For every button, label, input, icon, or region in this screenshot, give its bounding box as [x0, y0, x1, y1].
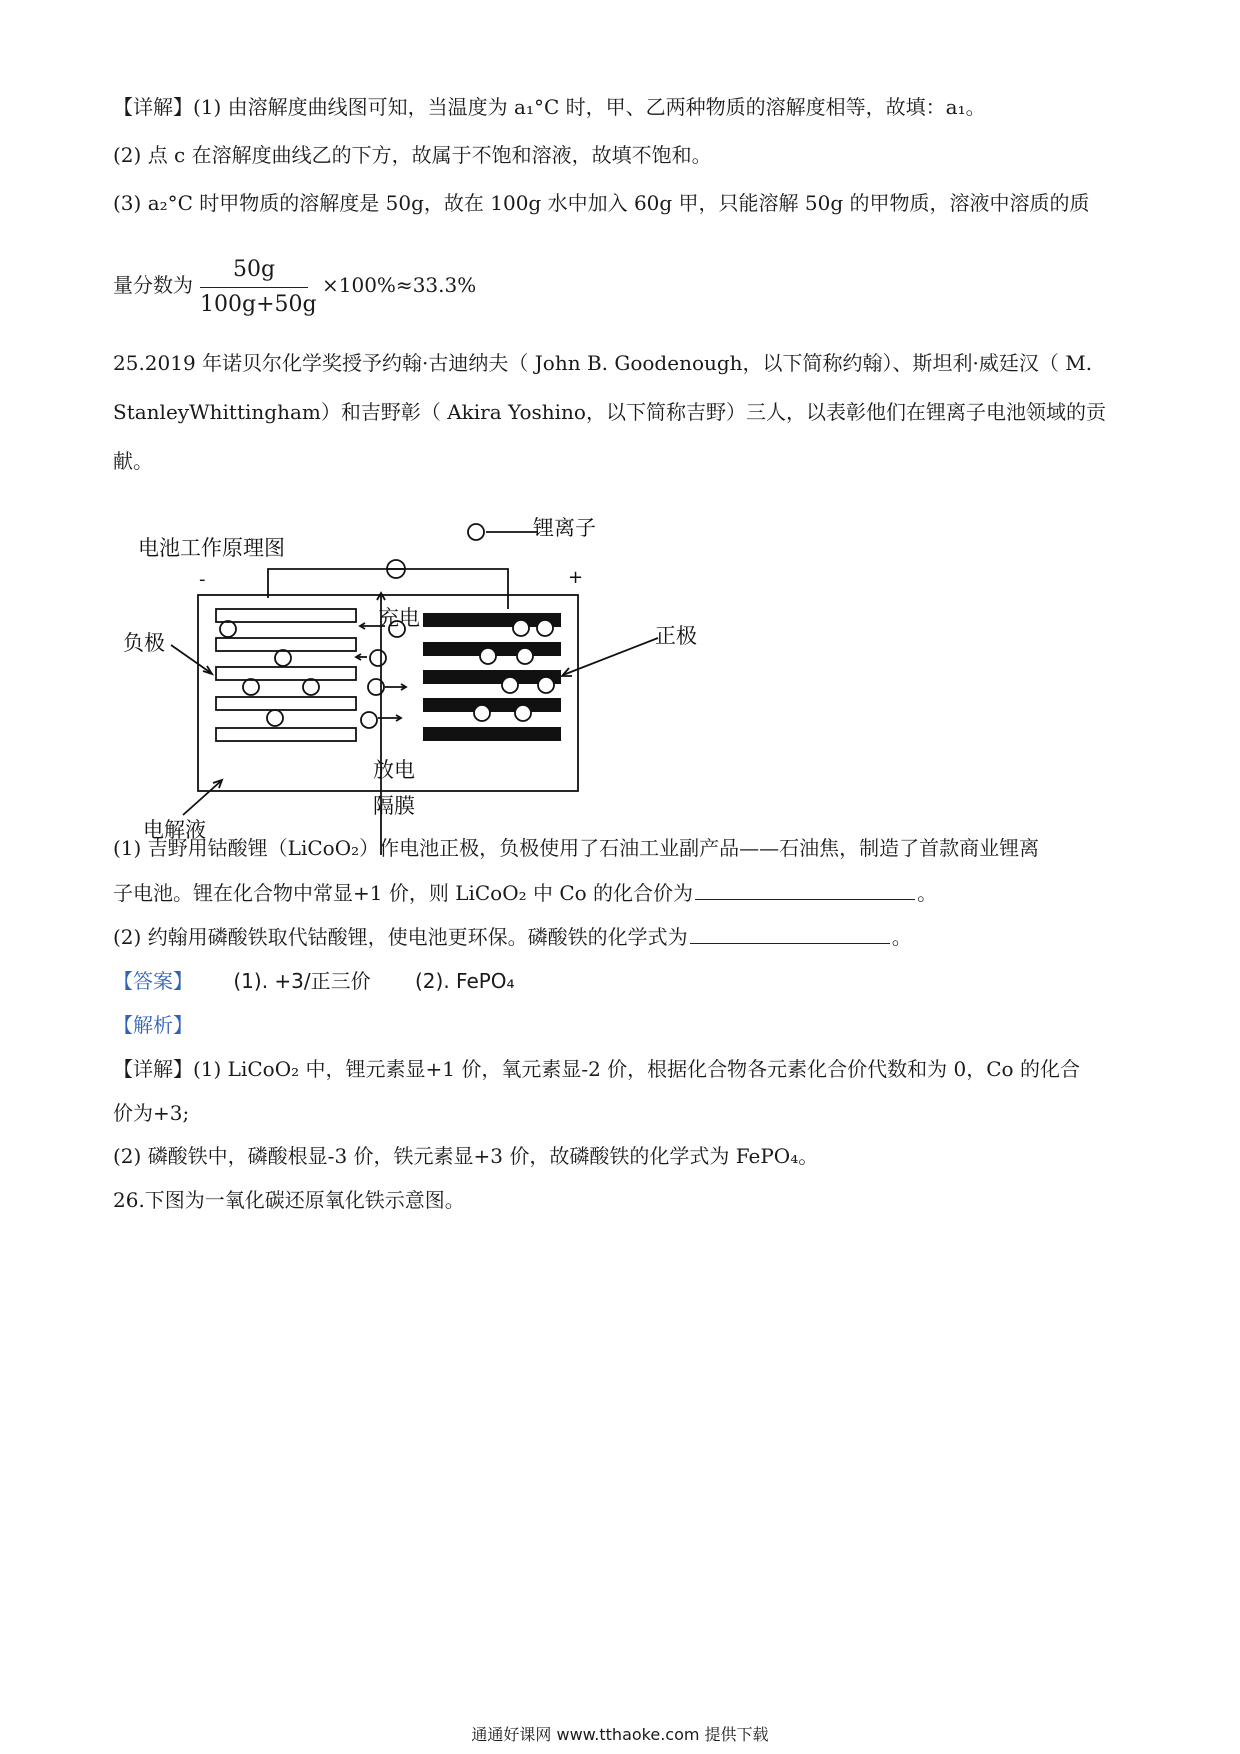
q25-detail-1b: 价为+3;: [113, 1101, 190, 1125]
answer-blank-2[interactable]: [690, 921, 890, 944]
detail-line-1: 【详解】(1) 由溶解度曲线图可知，当温度为 a₁°C 时，甲、乙两种物质的溶解度相等，故填：a₁。: [113, 95, 986, 119]
negative-plate: [216, 638, 356, 651]
negative-plate: [216, 697, 356, 710]
answer-2: (2). FePO₄: [414, 969, 515, 993]
negative-plate: [216, 609, 356, 622]
fraction-numerator: 50g: [232, 257, 276, 282]
detail-line-3: (3) a₂°C 时甲物质的溶解度是 50g，故在 100g 水中加入 60g 甲，只能溶解 50g 的甲物质，溶液中溶质的质: [113, 191, 1090, 215]
separator-label: 隔膜: [373, 794, 415, 818]
positive-plate: [423, 727, 561, 741]
detail-line-4-prefix: 量分数为: [113, 273, 193, 297]
answer-blank-1[interactable]: [695, 877, 915, 900]
q25-sub1-line2: [113, 877, 937, 908]
q25-detail-1a: 【详解】(1) LiCoO₂ 中，锂元素显+1 价，氧元素显-2 价，根据化合物各元素化合价代数和为 0，Co 的化合: [113, 1057, 1080, 1081]
q26-paragraph-1: 26.下图为一氧化碳还原氧化铁示意图。: [113, 1188, 465, 1212]
fraction-denominator: 100g+50g: [200, 292, 317, 317]
detail-line-4-suffix: ×100%≈33.3%: [322, 273, 477, 297]
positive-electrode-label: 正极: [655, 624, 697, 648]
q25-sub2: [113, 921, 912, 952]
negative-plate: [216, 667, 356, 680]
fraction-bar: [200, 287, 308, 288]
q25-sub1-text: 子电池。锂在化合物中常显+1 价，则 LiCoO₂ 中 Co 的化合价为: [113, 881, 694, 905]
mass-fraction: [200, 255, 317, 320]
minus-sign: -: [199, 569, 206, 590]
q25-paragraph-3: 献。: [113, 449, 153, 473]
ion-legend-circle: [468, 524, 484, 540]
q25-sub1-end: 。: [917, 881, 938, 905]
page-footer: 通通好课网 www.tthaoke.com 提供下载: [471, 1725, 769, 1744]
negative-electrode-label: 负极: [123, 631, 165, 655]
electrolyte-label: 电解液: [143, 818, 206, 842]
detail-line-2: (2) 点 c 在溶解度曲线乙的下方，故属于不饱和溶液，故填不饱和。: [113, 143, 712, 167]
charge-label: 充电: [378, 606, 420, 630]
negative-plate: [216, 728, 356, 741]
ion-label: 锂离子: [533, 516, 596, 540]
positive-plate: [423, 698, 561, 712]
q25-detail-2: (2) 磷酸铁中，磷酸根显-3 价，铁元素显+3 价，故磷酸铁的化学式为 FePO₄。: [113, 1144, 819, 1168]
answer-line: [113, 966, 515, 996]
q25-paragraph-2: StanleyWhittingham）和吉野彰（ Akira Yoshino，以下简称吉野）三人，以表彰他们在锂离子电池领域的贡: [113, 400, 1106, 424]
plus-sign: +: [568, 567, 584, 588]
external-wire: [268, 569, 508, 609]
answer-1: (1). +3/正三价: [233, 969, 371, 993]
q25-sub1-line1: (1) 吉野用钴酸锂（LiCoO₂）作电池正极，负极使用了石油工业副产品——石油焦，制造了首款商业锂离: [113, 836, 1040, 860]
q25-sub2-text: (2) 约翰用磷酸铁取代钴酸锂，使电池更环保。磷酸铁的化学式为: [113, 925, 688, 949]
answer-tag: 【答案】: [113, 969, 193, 993]
q25-paragraph-1: 25.2019 年诺贝尔化学奖授予约翰·古迪纳夫（ John B. Goodenough，以下简称约翰）、斯坦利·威廷汉（ M.: [113, 351, 1093, 375]
q25-sub2-end: 。: [891, 925, 912, 949]
analysis-tag: 【解析】: [113, 1013, 193, 1037]
discharge-label: 放电: [373, 758, 415, 782]
battery-diagram: [113, 515, 713, 865]
diagram-title: 电池工作原理图: [138, 536, 285, 560]
